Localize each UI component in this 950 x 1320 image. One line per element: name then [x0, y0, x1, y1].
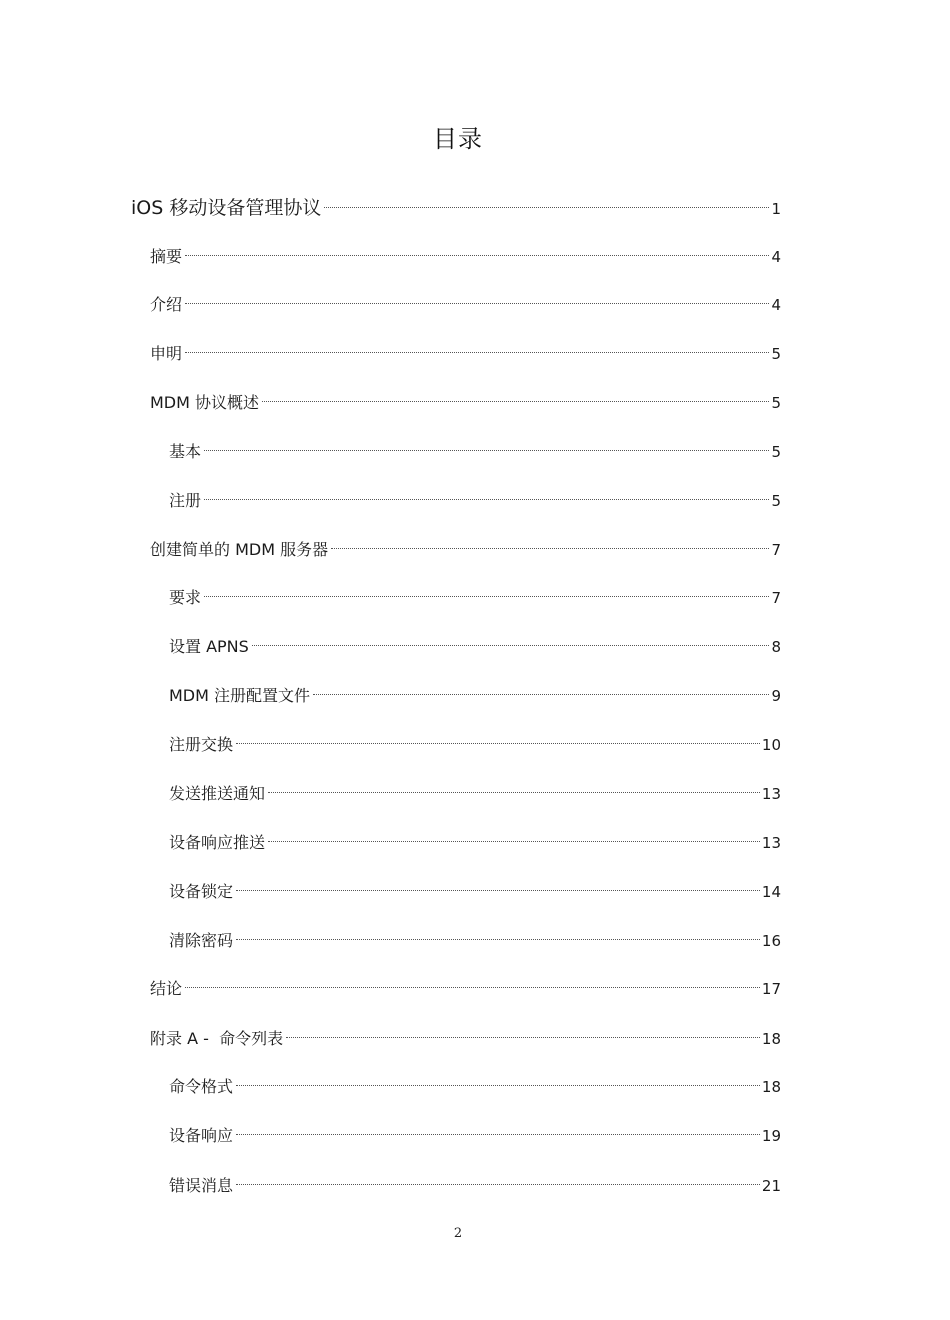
toc-entry-label: 设置 APNS: [169, 637, 249, 656]
toc-dot-leader: [236, 939, 760, 940]
toc-entry[interactable]: [150, 291, 781, 319]
toc-dot-leader: [204, 596, 769, 597]
toc-entry-label: 申明: [150, 344, 183, 363]
toc-entry-page: 5: [771, 443, 781, 461]
toc-entry[interactable]: [150, 340, 781, 368]
toc-entry-label: 摘要: [150, 247, 183, 266]
toc-entry[interactable]: [169, 1073, 781, 1101]
toc-entry-label: 基本: [169, 442, 202, 461]
toc-entry-label: 设备响应推送: [169, 833, 266, 852]
toc-entry-label: 附录 A - 命令列表: [150, 1029, 284, 1048]
toc-dot-leader: [236, 743, 760, 744]
toc-dot-leader: [268, 792, 760, 793]
toc-dot-leader: [236, 1184, 760, 1185]
toc-entry-label: 注册: [169, 491, 202, 510]
toc-entry-page: 17: [761, 980, 781, 998]
toc-dot-leader: [185, 352, 769, 353]
toc-entry-label: MDM 协议概述: [150, 393, 260, 412]
toc-entry-page: 8: [771, 638, 781, 656]
toc-entry[interactable]: [169, 1172, 781, 1200]
toc-entry-label: 结论: [150, 979, 183, 998]
toc-entry-label: 命令格式: [169, 1077, 234, 1096]
toc-dot-leader: [313, 694, 769, 695]
toc-entry[interactable]: [150, 389, 781, 417]
toc-entry-label: MDM 注册配置文件: [169, 686, 311, 705]
toc-entry-label: 设备锁定: [169, 882, 234, 901]
toc-entry-page: 18: [761, 1078, 781, 1096]
page-title: 目录: [433, 125, 483, 153]
toc-dot-leader: [236, 890, 760, 891]
toc-entry-page: 10: [761, 736, 781, 754]
toc-dot-leader: [324, 207, 769, 208]
toc-entry-label: 发送推送通知: [169, 784, 266, 803]
toc-entry-page: 1: [771, 200, 781, 218]
toc-entry[interactable]: [169, 878, 781, 906]
toc-entry[interactable]: [169, 1122, 781, 1150]
toc-dot-leader: [185, 255, 769, 256]
toc-dot-leader: [185, 987, 760, 988]
toc-entry[interactable]: [169, 438, 781, 466]
toc-dot-leader: [236, 1085, 760, 1086]
toc-entry[interactable]: [150, 243, 781, 271]
toc-entry[interactable]: [150, 1025, 781, 1053]
toc-dot-leader: [204, 499, 769, 500]
toc-entry-page: 7: [771, 541, 781, 559]
toc-entry[interactable]: [169, 487, 781, 515]
toc-entry-page: 4: [771, 248, 781, 266]
toc-entry[interactable]: [150, 536, 781, 564]
toc-entry-page: 7: [771, 589, 781, 607]
toc-entry[interactable]: [169, 731, 781, 759]
toc-dot-leader: [252, 645, 770, 646]
page-number: 2: [453, 1226, 463, 1241]
toc-entry[interactable]: [169, 927, 781, 955]
toc-dot-leader: [204, 450, 769, 451]
toc-entry-label: 要求: [169, 588, 202, 607]
toc-entry-page: 13: [761, 834, 781, 852]
toc-entry-page: 14: [761, 883, 781, 901]
toc-entry-page: 5: [771, 394, 781, 412]
toc-entry-label: 设备响应: [169, 1126, 234, 1145]
toc-entry[interactable]: [131, 194, 781, 222]
toc-dot-leader: [262, 401, 769, 402]
toc-dot-leader: [236, 1134, 760, 1135]
toc-entry-page: 13: [761, 785, 781, 803]
toc-entry-page: 9: [771, 687, 781, 705]
toc-dot-leader: [286, 1037, 760, 1038]
toc-entry-page: 4: [771, 296, 781, 314]
toc-entry-label: iOS 移动设备管理协议: [131, 197, 322, 219]
toc-dot-leader: [331, 548, 769, 549]
toc-entry[interactable]: [169, 633, 781, 661]
toc-entry-page: 18: [761, 1030, 781, 1048]
toc-entry-page: 19: [761, 1127, 781, 1145]
toc-entry-label: 清除密码: [169, 931, 234, 950]
toc-entry-label: 错误消息: [169, 1176, 234, 1195]
toc-entry-label: 创建简单的 MDM 服务器: [150, 540, 329, 559]
toc-entry-page: 5: [771, 345, 781, 363]
toc-entry[interactable]: [150, 975, 781, 1003]
toc-dot-leader: [268, 841, 760, 842]
toc-dot-leader: [185, 303, 769, 304]
toc-entry-page: 5: [771, 492, 781, 510]
toc-entry[interactable]: [169, 780, 781, 808]
toc-entry-label: 注册交换: [169, 735, 234, 754]
toc-entry[interactable]: [169, 682, 781, 710]
toc-entry-page: 21: [761, 1177, 781, 1195]
toc-entry-label: 介绍: [150, 295, 183, 314]
toc-entry-page: 16: [761, 932, 781, 950]
toc-entry[interactable]: [169, 829, 781, 857]
toc-entry[interactable]: [169, 584, 781, 612]
